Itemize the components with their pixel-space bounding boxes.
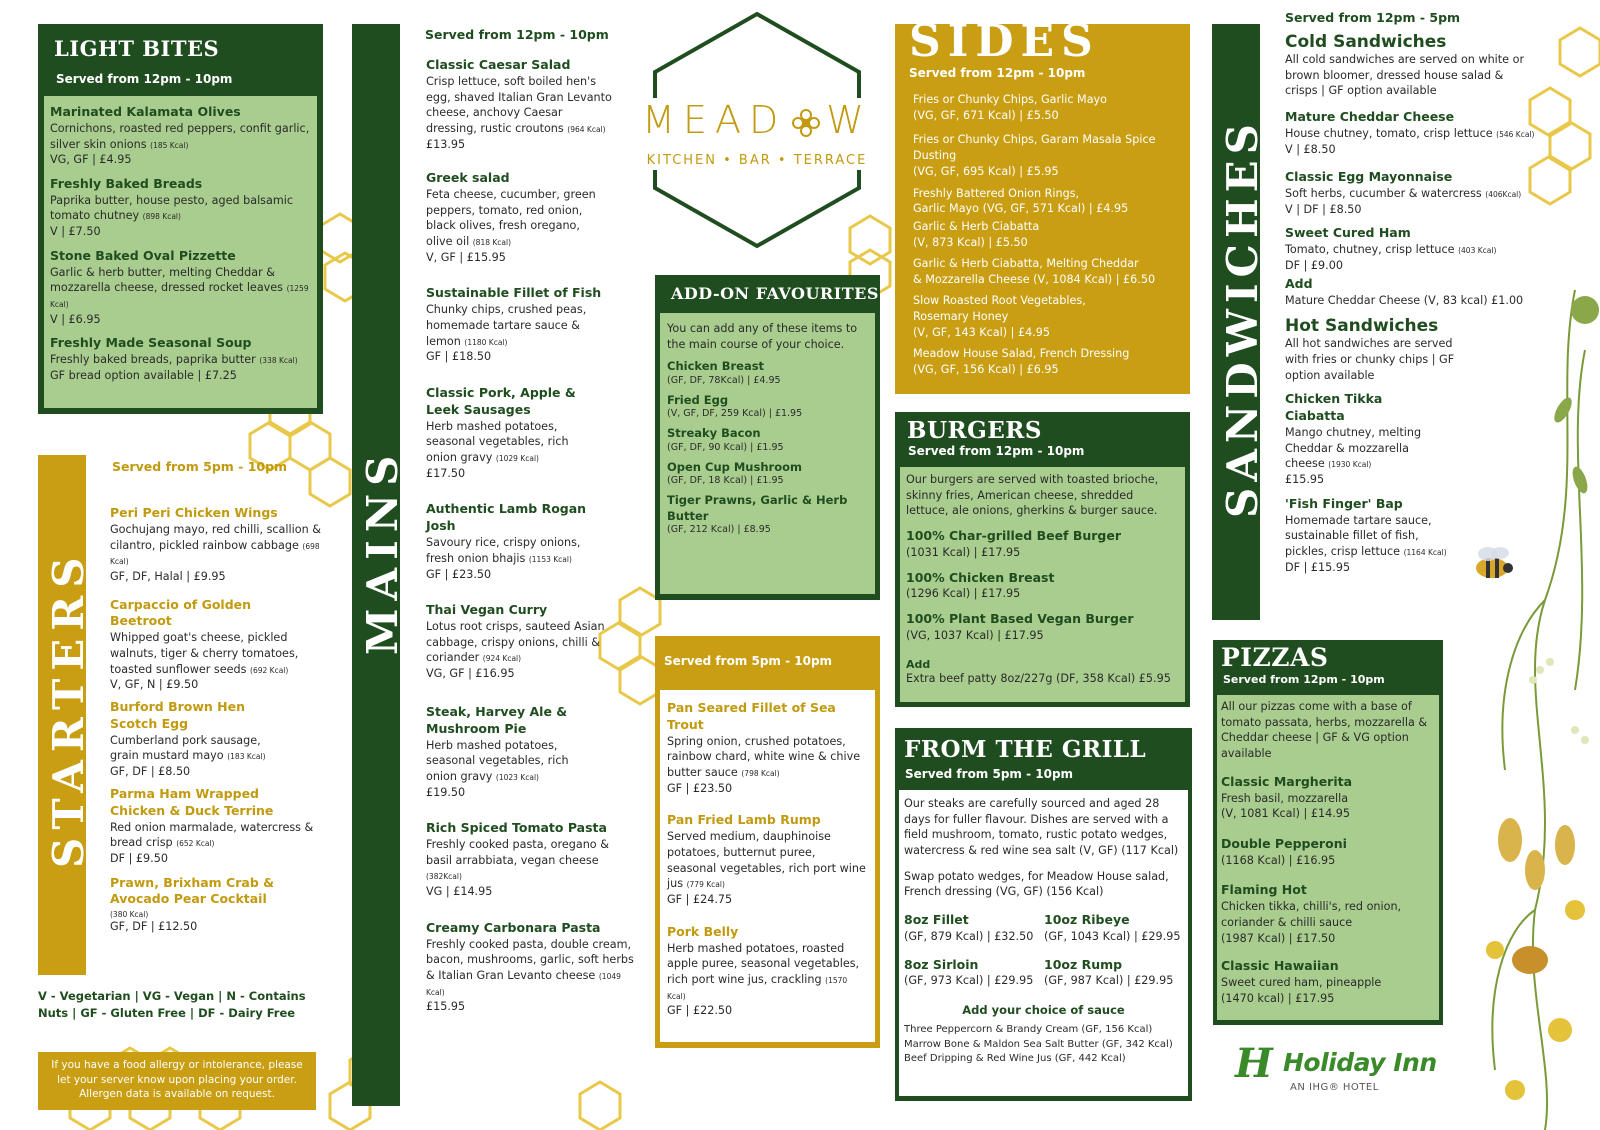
botanical-illustration (1435, 270, 1600, 1130)
evening-list (660, 690, 875, 1042)
item-name: 8oz Fillet (904, 912, 969, 928)
item-name: Classic Hawaiian (1221, 958, 1339, 974)
item-kcal: (898 Kcal) (142, 212, 181, 222)
item-desc: Red onion marmalade, watercress & bread crisp (110, 820, 314, 850)
sides-served: Served from 12pm - 10pm (909, 66, 1086, 80)
list-item (1221, 882, 1435, 946)
item-detail: & Mozzarella Cheese (V, 1084 Kcal) | £6.50 (913, 273, 1156, 287)
item-name: Peri Peri Chicken Wings (110, 505, 278, 520)
burgers-panel (895, 412, 1190, 707)
list-item (426, 704, 636, 800)
grill-panel (895, 728, 1192, 1101)
item-detail: (1031 Kcal) | £17.95 (906, 545, 1021, 559)
item-price: DF | £9.50 (110, 851, 168, 865)
list-item (1044, 912, 1193, 945)
item-name: Pan Fried Lamb Rump (667, 812, 821, 828)
starters-served: Served from 5pm - 10pm (112, 459, 288, 474)
sandwiches-add-label: Add (1285, 275, 1313, 291)
item-detail: (1168 Kcal) | £16.95 (1221, 853, 1336, 867)
item-name: Burford Brown Hen Scotch Egg (110, 699, 245, 731)
item-desc: House chutney, tomato, crisp lettuce (1285, 126, 1493, 140)
logo-name-right: W (826, 98, 872, 142)
item-price: DF | £9.00 (1285, 259, 1343, 272)
item-name: Streaky Bacon (667, 426, 761, 441)
item-kcal: (546 Kcal) (1496, 129, 1535, 139)
item-kcal: (698 Kcal) (110, 541, 320, 567)
item-name: Freshly Baked Breads (50, 175, 203, 191)
item-name: Freshly Battered Onion Rings, (913, 186, 1080, 200)
grill-swap: Swap potato wedges, for Meadow House salad, French dressing (VG, GF) (156 Kcal) (904, 869, 1169, 899)
item-desc: Cumberland pork sausage, grain mustard mayo (110, 733, 261, 763)
item-name: Fried Egg (667, 392, 729, 407)
list-item (913, 256, 1183, 288)
item-name: 100% Chicken Breast (906, 569, 1055, 585)
item-name: Classic Margherita (1221, 773, 1353, 789)
item-kcal: (1049 Kcal) (426, 972, 621, 997)
item-name: Marinated Kalamata Olives (50, 104, 241, 119)
list-item (50, 335, 311, 383)
item-price: VG, GF | £16.95 (426, 667, 515, 681)
evening-served: Served from 5pm - 10pm (664, 654, 833, 668)
meadow-logo (622, 10, 892, 250)
item-detail: (1987 Kcal) | £17.50 (1221, 931, 1336, 945)
item-price: £19.50 (426, 785, 466, 799)
holiday-inn-logo (1235, 1040, 1450, 1100)
item-price: GF | £22.50 (667, 1004, 733, 1018)
item-detail: (V, GF, 143 Kcal) | £4.95 (913, 325, 1050, 339)
grill-intro: Our steaks are carefully sourced and aged 28 days for fuller flavour. Dishes are served with a field mushroom, tomato, rustic potato wedges, watercress & red wine sea salt (V, GF) (117 Kcal) (904, 797, 1179, 858)
starters-title: STARTERS (44, 549, 93, 868)
sauce-item: Beef Dripping & Red Wine Jus (GF, 442 Kcal) (904, 1053, 1126, 1065)
mains-list (426, 57, 636, 1015)
holiday-inn-h-icon: H (1235, 1040, 1273, 1087)
logo-name-left: MEAD (642, 98, 787, 142)
item-price: £15.95 (1285, 473, 1325, 486)
item-name: Pan Seared Fillet of Sea Trout (667, 700, 836, 732)
item-desc: Mango chutney, melting Cheddar & mozzarella cheese (1285, 425, 1422, 471)
list-item (667, 493, 868, 535)
list-item (110, 505, 325, 585)
item-name: Prawn, Brixham Crab & Avocado Pear Cocktail (110, 874, 275, 907)
hot-sandwiches-title: Hot Sandwiches (1285, 316, 1439, 337)
list-item (913, 92, 1183, 124)
burgers-add-label: Add (906, 657, 931, 671)
item-desc: Homemade tartare sauce, sustainable fillet of fish, pickles, crisp lettuce (1285, 513, 1432, 558)
item-name: Sustainable Fillet of Fish (426, 285, 602, 301)
item-kcal: (1023 Kcal) (495, 772, 539, 782)
sauce-title: Add your choice of sauce (962, 1003, 1125, 1018)
item-desc: Soft herbs, cucumber & watercress (1285, 187, 1482, 201)
item-price: GF bread option available | £7.25 (50, 368, 237, 382)
list-item (426, 501, 636, 582)
item-name: Chicken Tikka Ciabatta (1285, 391, 1383, 424)
item-name: Classic Pork, Apple & Leek Sausages (426, 385, 576, 417)
list-item (426, 385, 636, 481)
item-name: Rich Spiced Tomato Pasta (426, 820, 607, 836)
item-detail: (VG, GF, 156 Kcal) | £6.95 (913, 362, 1059, 376)
item-name: Fries or Chunky Chips, Garlic Mayo (913, 93, 1108, 106)
list-item (913, 219, 1183, 251)
list-item (110, 875, 325, 935)
item-kcal: (1570 Kcal) (667, 975, 848, 1001)
item-detail: (1296 Kcal) | £17.95 (906, 587, 1021, 601)
item-price: V | £7.50 (50, 225, 101, 239)
item-name: Slow Roasted Root Vegetables, Rosemary Honey (913, 293, 1086, 323)
sandwiches-served: Served from 12pm - 5pm (1285, 10, 1461, 25)
item-name: 'Fish Finger' Bap (1285, 495, 1403, 511)
burgers-list (900, 467, 1185, 702)
list-item (426, 820, 636, 900)
list-item (50, 176, 311, 240)
item-detail: (GF, DF, 18 Kcal) | £1.95 (667, 475, 784, 487)
sandwiches-add-text: Mature Cheddar Cheese (V, 83 kcal) £1.00 (1285, 293, 1524, 307)
item-name: Carpaccio of Golden Beetroot (110, 596, 252, 629)
item-detail: (GF, 879 Kcal) | £32.50 (904, 929, 1034, 943)
item-desc: Herb mashed potatoes, seasonal vegetables, rich onion gravy (426, 738, 569, 783)
item-kcal: (818 Kcal) (472, 238, 512, 248)
sides-list (913, 92, 1183, 378)
list-item (426, 285, 636, 365)
sides-panel (895, 16, 1190, 394)
item-name: 8oz Sirloin (904, 956, 979, 972)
item-kcal: (692 Kcal) (250, 665, 289, 675)
logo-tagline: KITCHEN • BAR • TERRACE (646, 153, 868, 168)
allergy-notice (38, 1052, 316, 1110)
item-detail: (VG, GF, 695 Kcal) | £5.95 (913, 164, 1059, 178)
starters-list (110, 505, 325, 935)
item-detail: (GF, 987 Kcal) | £29.95 (1044, 974, 1174, 988)
item-kcal: (1259 Kcal) (50, 284, 309, 309)
item-kcal: (338 Kcal) (259, 356, 298, 366)
list-item (426, 602, 636, 682)
item-name: Flaming Hot (1221, 882, 1307, 898)
item-name: Fries or Chunky Chips, Garam Masala Spice Dusting (913, 132, 1156, 162)
item-detail: (V, GF, DF, 259 Kcal) | £1.95 (667, 408, 803, 420)
item-kcal: (185 Kcal) (150, 140, 189, 150)
item-kcal: (924 Kcal) (482, 654, 522, 664)
burgers-intro: Our burgers are served with toasted brioche, skinny fries, American cheese, shredded lettuce, ale onions, gherkins & burger sauce. (906, 473, 1159, 518)
item-name: 100% Plant Based Vegan Burger (906, 611, 1134, 627)
list-item (904, 912, 1044, 945)
list-item (667, 460, 868, 487)
item-name: Pork Belly (667, 923, 739, 939)
list-item (906, 611, 1179, 644)
light-bites-list (44, 96, 317, 408)
item-desc: Savoury rice, crispy onions, fresh onion bhajis (426, 536, 581, 565)
item-desc: Feta cheese, cucumber, green peppers, tomato, red onion, black olives, fresh oregano, olive oil (426, 188, 596, 249)
item-name: Chicken Breast (667, 359, 765, 374)
list-item (906, 570, 1179, 603)
item-price: VG, GF | £4.95 (50, 153, 132, 167)
item-name: 100% Char-grilled Beef Burger (906, 528, 1122, 544)
burgers-title: BURGERS (907, 417, 1043, 444)
item-desc: Crisp lettuce, soft boiled hen's egg, shaved Italian Gran Levanto cheese, anchovy Caesar dressing, rustic croutons (426, 74, 612, 135)
list-item (913, 132, 1183, 180)
list-item (1285, 109, 1550, 157)
item-name: Classic Caesar Salad (426, 57, 571, 72)
mains-served: Served from 12pm - 10pm (425, 27, 609, 42)
sauce-item: Marrow Bone & Maldon Sea Salt Butter (GF, 342 Kcal) (904, 1038, 1173, 1050)
item-kcal: (403 Kcal) (1458, 246, 1497, 256)
item-kcal: (380 Kcal) (110, 910, 149, 920)
light-bites-panel (38, 24, 323, 414)
item-name: Classic Egg Mayonnaise (1285, 169, 1453, 185)
item-name: Stone Baked Oval Pizzette (50, 247, 236, 263)
item-price: DF | £15.95 (1285, 560, 1351, 574)
evening-panel (655, 636, 880, 1048)
item-price: V | £6.95 (50, 312, 101, 326)
pizzas-served: Served from 12pm - 10pm (1223, 673, 1385, 686)
item-kcal: (382Kcal) (426, 872, 462, 882)
item-desc: Whipped goat's cheese, pickled walnuts, tiger & cherry tomatoes, toasted sunflower seeds (110, 631, 299, 676)
item-kcal: (1153 Kcal) (528, 554, 572, 564)
pizzas-list (1217, 695, 1439, 1020)
addon-title: ADD-ON FAVOURITES (671, 284, 879, 303)
item-name: Garlic & Herb Ciabatta, Melting Cheddar (913, 257, 1139, 271)
item-kcal: (798 Kcal) (741, 769, 780, 779)
item-price: GF, DF, Halal | £9.95 (110, 569, 226, 583)
item-price: £17.50 (426, 466, 466, 480)
item-kcal: (1029 Kcal) (495, 454, 539, 464)
list-item (50, 248, 311, 328)
item-desc: Served medium, dauphinoise potatoes, butternut puree, seasonal vegetables, rich port wine jus (667, 830, 866, 891)
item-name: Meadow House Salad, French Dressing (913, 346, 1130, 360)
item-kcal: (1180 Kcal) (464, 337, 508, 347)
item-price: GF, DF | £8.50 (110, 765, 191, 779)
item-detail: (V, 873 Kcal) | £5.50 (913, 236, 1028, 250)
item-desc: Herb mashed potatoes, seasonal vegetables, rich onion gravy (426, 419, 569, 465)
item-price: GF | £23.50 (667, 781, 733, 795)
steak-grid (904, 912, 1183, 989)
item-kcal: (652 Kcal) (176, 839, 215, 849)
item-kcal: (964 Kcal) (567, 124, 606, 134)
item-price: GF | £23.50 (426, 567, 492, 581)
item-name: 10oz Ribeye (1044, 912, 1130, 928)
item-desc: Chunky chips, crushed peas, homemade tartare sauce & lemon (426, 303, 587, 348)
list-item (1285, 391, 1445, 487)
list-item (906, 528, 1179, 561)
item-detail: Garlic Mayo (VG, GF, 571 Kcal) | £4.95 (913, 202, 1129, 216)
list-item (913, 293, 1113, 341)
item-kcal: (183 Kcal) (227, 752, 266, 762)
light-bites-title: LIGHT BITES (54, 36, 220, 61)
item-price: VG | £14.95 (426, 885, 493, 899)
item-kcal: (1930 Kcal) (1328, 460, 1372, 470)
item-name: Thai Vegan Curry (426, 602, 548, 618)
item-price: V, GF, N | £9.50 (110, 678, 199, 692)
burgers-add-text: Extra beef patty 8oz/227g (DF, 358 Kcal) £5.95 (906, 671, 1171, 685)
list-item (667, 359, 868, 386)
list-item (913, 346, 1183, 378)
item-name: Double Pepperoni (1221, 835, 1347, 851)
list-item (904, 957, 1044, 990)
item-price: V, GF | £15.95 (426, 250, 506, 264)
list-item (667, 393, 868, 420)
list-item (667, 426, 868, 453)
item-detail: (V, 1081 Kcal) | £14.95 (1221, 807, 1351, 821)
list-item (110, 699, 325, 780)
item-desc: Cornichons, roasted red peppers, confit garlic, silver skin onions (50, 121, 310, 151)
burgers-served: Served from 12pm - 10pm (908, 444, 1085, 458)
item-name: Creamy Carbonara Pasta (426, 919, 601, 935)
sauce-item: Three Peppercorn & Brandy Cream (GF, 156 Kcal) (904, 1024, 1153, 1036)
item-detail: (GF, DF, 78Kcal) | £4.95 (667, 374, 781, 386)
item-desc: Sweet cured ham, pineapple (1221, 976, 1382, 990)
item-kcal: (1164 Kcal) (1403, 547, 1447, 557)
item-detail: (GF, 973 Kcal) | £29.95 (904, 974, 1034, 988)
item-desc: Chicken tikka, chilli's, red onion, coriander & chilli sauce (1221, 900, 1402, 929)
item-price: £13.95 (426, 137, 466, 151)
addon-panel (655, 275, 880, 600)
item-name: Greek salad (426, 170, 510, 186)
list-item (110, 786, 325, 867)
item-detail: (GF, 1043 Kcal) | £29.95 (1044, 929, 1181, 943)
list-item (1221, 836, 1435, 869)
item-name: Authentic Lamb Rogan Josh (426, 501, 587, 534)
list-item (913, 186, 1183, 218)
item-price: V | DF | £8.50 (1285, 202, 1362, 216)
item-name: Garlic & Herb Ciabatta (913, 220, 1040, 234)
hot-sandwiches-intro: All hot sandwiches are served with fries or chunky chips | GF option available (1285, 337, 1455, 382)
item-name: Parma Ham Wrapped Chicken & Duck Terrine (110, 785, 274, 818)
light-bites-served: Served from 12pm - 10pm (56, 72, 233, 86)
item-desc: Tomato, chutney, crisp lettuce (1285, 243, 1455, 257)
item-kcal: (406Kcal) (1485, 190, 1522, 200)
dietary-legend: V - Vegetarian | VG - Vegan | N - Contains Nuts | GF - Gluten Free | DF - Dairy Free (38, 989, 306, 1021)
item-desc: Garlic & herb butter, melting Cheddar & mozzarella cheese, dressed rocket leaves (50, 265, 284, 295)
item-desc: Herb mashed potatoes, roasted apple puree, seasonal vegetables, rich port wine jus, crackling (667, 941, 860, 986)
item-price: GF | £24.75 (667, 893, 733, 906)
list-item (1285, 225, 1550, 273)
sandwiches-title: SANDWICHES (1218, 118, 1267, 518)
list-item (426, 57, 636, 152)
item-desc: Spring onion, crushed potatoes, rainbow chard, white wine & chive butter sauce (667, 734, 861, 780)
item-price: GF, DF | £12.50 (110, 920, 198, 934)
mains-title: MAINS (358, 447, 407, 655)
item-name: 10oz Rump (1044, 956, 1123, 972)
item-detail: (1470 kcal) | £17.95 (1221, 991, 1335, 1005)
item-detail: (GF, 212 Kcal) | £8.95 (667, 524, 771, 536)
list-item (1221, 774, 1435, 822)
list-item (1221, 958, 1435, 1006)
item-desc: Freshly baked breads, paprika butter (50, 353, 256, 367)
item-detail: (VG, GF, 671 Kcal) | £5.50 (913, 108, 1059, 122)
list-item (1044, 957, 1193, 990)
item-name: Open Cup Mushroom (667, 459, 802, 474)
pizzas-intro: All our pizzas come with a base of tomato passata, herbs, mozzarella & Cheddar cheese | GF & VG option available (1221, 700, 1428, 761)
list-item (1285, 496, 1460, 576)
pizzas-panel (1213, 640, 1443, 1025)
grill-title: FROM THE GRILL (904, 736, 1147, 763)
item-detail: (VG, 1037 Kcal) | £17.95 (906, 628, 1044, 642)
item-name: Steak, Harvey Ale & Mushroom Pie (426, 703, 568, 736)
item-price: GF | £18.50 (426, 350, 492, 364)
sides-title: SIDES (909, 16, 1100, 67)
flower-icon (790, 107, 822, 139)
item-desc: Fresh basil, mozzarella (1221, 791, 1349, 805)
item-name: Tiger Prawns, Garlic & Herb Butter (667, 493, 848, 523)
item-detail: (GF, DF, 90 Kcal) | £1.95 (667, 441, 784, 453)
holiday-inn-sub: AN IHG® HOTEL (1290, 1082, 1379, 1093)
pizzas-title: PIZZAS (1221, 643, 1329, 672)
list-item (50, 104, 311, 168)
bee-icon (1462, 540, 1522, 590)
list-item (426, 170, 636, 265)
list-item (426, 920, 636, 1015)
item-name: Sweet Cured Ham (1285, 225, 1411, 241)
addon-list (660, 313, 875, 594)
list-item (1285, 169, 1550, 217)
logo-wordmark (622, 98, 892, 142)
grill-body (899, 790, 1188, 1096)
list-item (667, 924, 868, 1019)
item-kcal: (779 Kcal) (686, 880, 725, 890)
holiday-inn-name: Holiday Inn (1283, 1048, 1437, 1077)
cold-sandwiches-title: Cold Sandwiches (1285, 32, 1447, 52)
list-item (667, 700, 868, 796)
grill-served: Served from 5pm - 10pm (905, 767, 1074, 781)
addon-intro: You can add any of these items to the main course of your choice. (667, 322, 858, 351)
item-desc: Freshly cooked pasta, oregano & basil arrabbiata, vegan cheese (426, 838, 609, 867)
item-name: Freshly Made Seasonal Soup (50, 335, 252, 351)
item-desc: Paprika butter, house pesto, aged balsamic tomato chutney (50, 193, 294, 223)
item-desc: Freshly cooked pasta, double cream, bacon, mushrooms, garlic, soft herbs & Italian Gran Levanto cheese (426, 937, 634, 983)
item-name: Mature Cheddar Cheese (1285, 109, 1455, 125)
allergy-text: If you have a food allergy or intolerance, please let your server know upon placing your order. Allergen data is available on request. (51, 1059, 303, 1101)
cold-sandwiches-intro: All cold sandwiches are served on white or brown bloomer, dressed house salad & crisps | GF option available (1285, 53, 1525, 98)
item-desc: Lotus root crisps, sauteed Asian cabbage, crispy onions, chilli & coriander (426, 620, 605, 665)
list-item (110, 597, 325, 693)
item-price: £15.95 (426, 1000, 466, 1014)
item-desc: Gochujang mayo, red chilli, scallion & cilantro, pickled rainbow cabbage (110, 522, 321, 552)
list-item (667, 812, 868, 907)
item-price: V | £8.50 (1285, 142, 1336, 156)
